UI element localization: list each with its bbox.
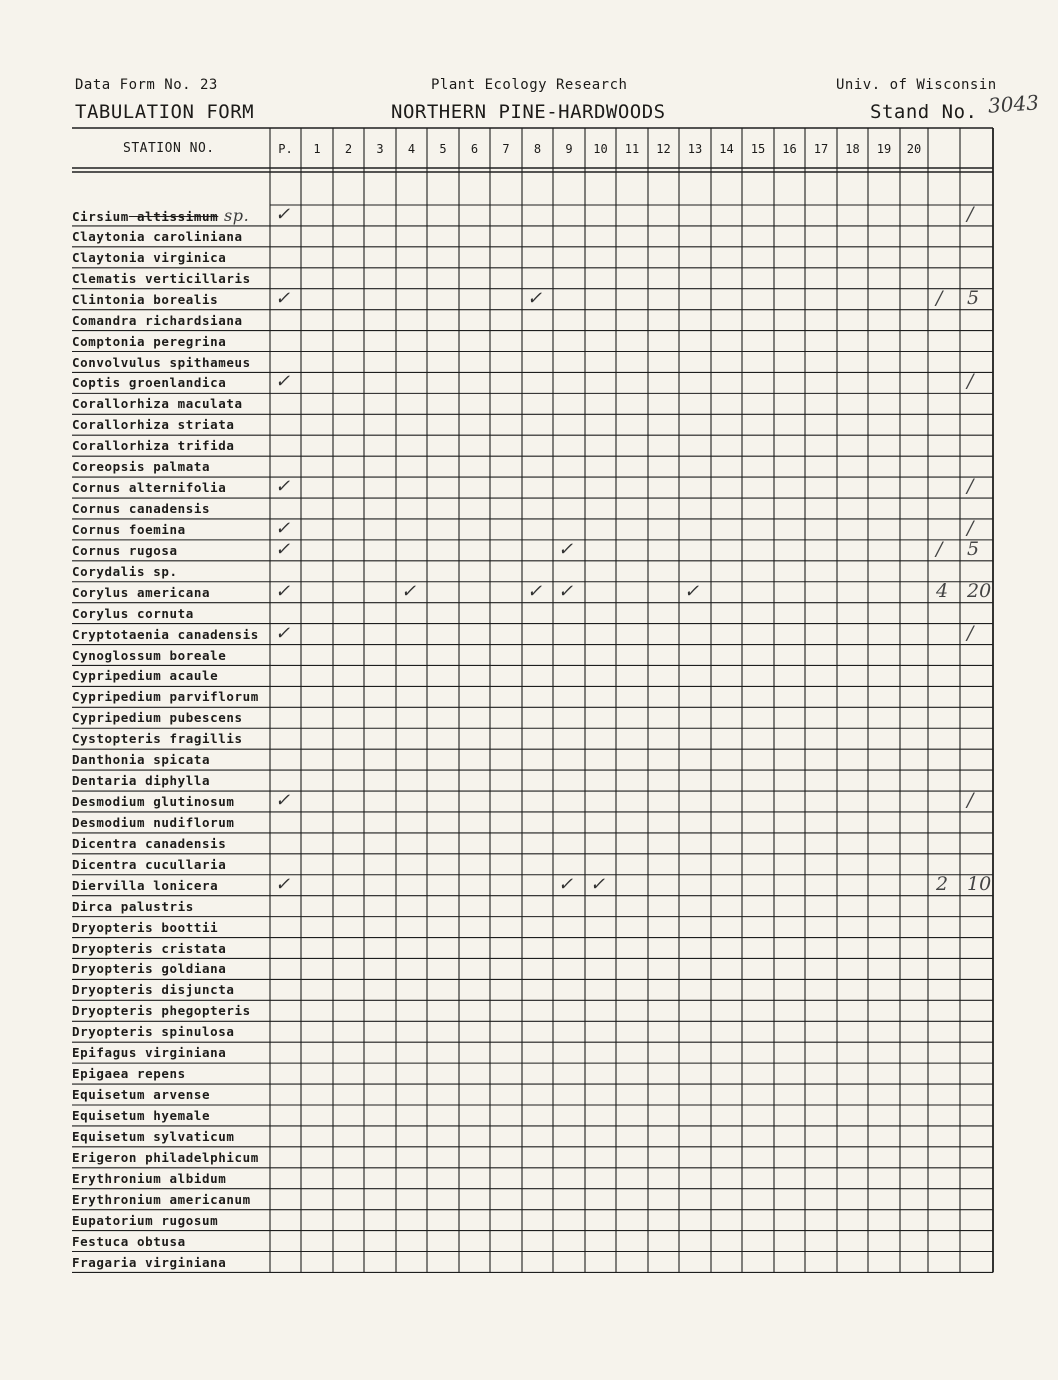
species-name: Corylus americana [72,584,211,600]
check-mark: ✓ [275,580,291,602]
column-header: 18 [845,142,860,156]
column-header: 2 [344,142,353,156]
species-name: Cornus alternifolia [72,480,227,496]
species-name: Dryopteris spinulosa [72,1024,235,1040]
column-header: 19 [876,142,892,156]
column-header: 9 [565,142,573,156]
species-name: Danthonia spicata [72,752,211,768]
check-mark: ✓ [275,476,291,498]
species-name: Cypripedium acaule [72,668,219,684]
check-mark: ✓ [275,790,291,812]
species-name: Dicentra cucullaria [72,856,227,872]
frequency-percent: / [967,621,974,644]
species-name: Desmodium glutinosum [72,794,235,810]
frequency-percent: / [967,475,974,498]
species-name: Corydalis sp. [72,563,178,579]
check-mark: ✓ [558,873,574,895]
column-header: 4 [407,142,416,156]
species-name: Cornus rugosa [72,542,178,558]
frequency-count: 4 [936,579,949,602]
column-header: 15 [750,142,766,156]
species-name: Corallorhiza trifida [72,438,235,454]
species-name: Equisetum hyemale [72,1107,211,1123]
species-name: Clintonia borealis [72,291,219,307]
species-name: Coptis groenlandica [72,375,227,391]
column-header: 20 [906,142,922,156]
check-mark: ✓ [558,580,574,602]
species-name: Dirca palustris [72,898,194,914]
column-header: 8 [533,142,542,156]
check-mark: ✓ [275,204,291,225]
species-name: Coreopsis palmata [72,459,211,475]
frequency-percent: 10 [967,872,992,895]
department-title: Plant Ecology Research [431,77,628,93]
column-header: 14 [719,142,734,156]
frequency-percent: / [967,516,974,539]
species-name: Cirsium altissimum sp. [72,206,250,225]
frequency-percent: 5 [967,537,980,560]
frequency-count: / [936,286,943,309]
species-name: Cryptotaenia canadensis [72,626,259,642]
frequency-percent: 5 [967,286,980,309]
check-mark: ✓ [275,371,291,393]
species-name: Erythronium americanum [72,1191,251,1207]
frequency-percent: / [967,203,974,225]
frequency-percent: 20 [967,579,992,602]
species-name: Corallorhiza maculata [72,396,243,412]
check-mark: ✓ [275,622,291,644]
community-title: NORTHERN PINE-HARDWOODS [391,101,666,123]
species-name: Fragaria virginiana [72,1254,227,1270]
frequency-percent: / [967,370,974,393]
species-name: Dryopteris cristata [72,940,227,956]
check-mark: ✓ [275,538,291,560]
species-name: Dryopteris boottii [72,919,219,935]
species-name: Equisetum sylvaticum [72,1128,235,1144]
species-name: Epifagus virginiana [72,1045,227,1061]
column-header: 12 [656,142,671,156]
species-name: Comandra richardsiana [72,312,243,328]
column-header: 10 [593,142,608,156]
species-name: Cypripedium pubescens [72,710,243,726]
species-name: Erythronium albidum [72,1170,227,1186]
column-header: 3 [376,142,384,156]
university-name: Univ. of Wisconsin [836,77,997,93]
check-mark: ✓ [527,287,543,309]
species-name: Clematis verticillaris [72,270,251,286]
column-header: 17 [813,142,829,156]
frequency-count: 2 [936,872,949,895]
species-name: Equisetum arvense [72,1087,211,1103]
form-title: TABULATION FORM [75,101,255,123]
column-header: 13 [687,142,703,156]
column-header: 1 [313,142,321,156]
column-header: P. [278,142,293,156]
species-name: Corylus cornuta [72,605,194,621]
species-name: Convolvulus spithameus [72,354,251,370]
check-mark: ✓ [275,287,291,309]
species-name: Desmodium nudiflorum [72,814,235,830]
check-mark: ✓ [590,873,606,895]
species-name: Erigeron philadelphicum [72,1149,259,1165]
species-name: Dentaria diphylla [72,773,211,789]
check-mark: ✓ [558,538,574,560]
form-id: Data Form No. 23 [75,77,218,93]
species-name: Dryopteris goldiana [72,961,227,977]
species-name: Corallorhiza striata [72,417,235,433]
species-name: Cornus foemina [72,521,186,537]
check-mark: ✓ [401,580,417,602]
column-header: 16 [782,142,797,156]
column-header: 11 [624,142,640,156]
column-header: 5 [439,142,447,156]
species-name: Comptonia peregrina [72,333,227,349]
species-name: Eupatorium rugosum [72,1212,219,1228]
check-mark: ✓ [275,873,291,895]
species-name: Dryopteris phegopteris [72,1003,251,1019]
species-name: Dicentra canadensis [72,835,227,851]
check-mark: ✓ [275,517,291,539]
species-name: Festuca obtusa [72,1233,186,1249]
station-number-header: STATION NO. [123,141,215,156]
species-name: Claytonia virginica [72,249,227,265]
species-name: Cornus canadensis [72,501,211,517]
struck-epithet: altissimum [128,209,219,224]
species-name: Diervilla lonicera [72,877,219,893]
stand-number-handwritten: 3043 [987,90,1040,118]
species-name: Cynoglossum boreale [72,647,227,663]
species-name: Cypripedium parviflorum [72,689,259,705]
species-name: Epigaea repens [72,1066,186,1082]
species-name: Dryopteris disjuncta [72,982,235,998]
frequency-count: / [936,537,943,560]
frequency-percent: / [967,789,974,812]
check-mark: ✓ [527,580,543,602]
stand-label: Stand No. [870,101,978,123]
handwritten-note: sp. [218,206,250,225]
column-header: 6 [470,142,479,156]
species-name: Claytonia caroliniana [72,228,243,244]
column-header: 7 [502,142,510,156]
species-name: Cystopteris fragillis [72,731,243,747]
check-mark: ✓ [684,580,700,602]
